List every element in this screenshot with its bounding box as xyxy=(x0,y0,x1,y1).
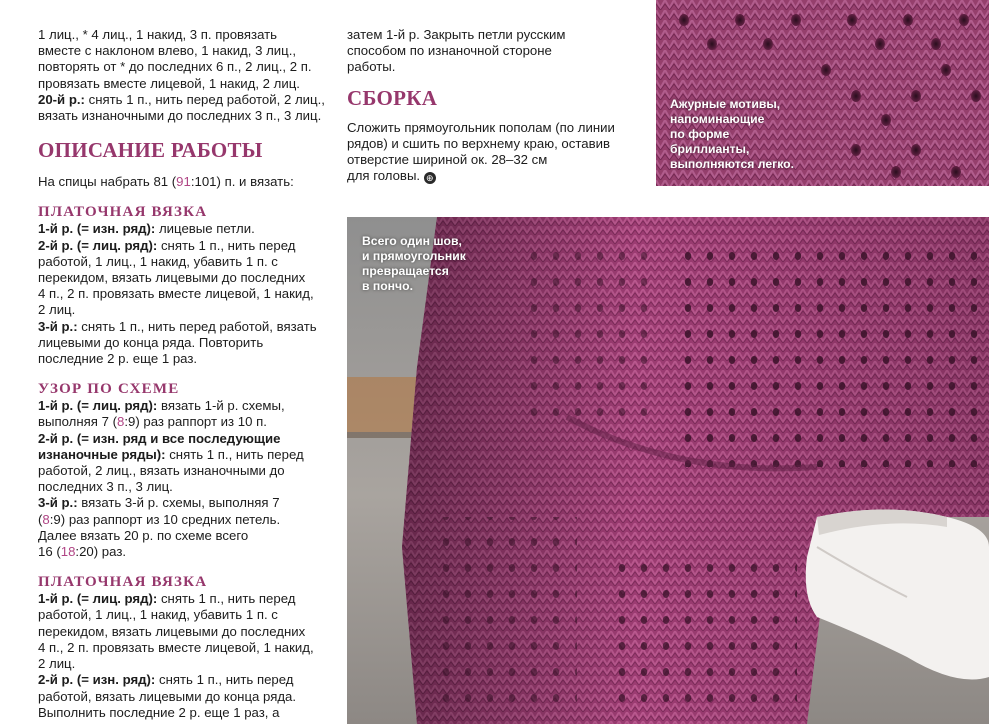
row-label: 1-й р. (= лиц. ряд): xyxy=(38,398,158,414)
end-mark-icon: ⊕ xyxy=(424,172,436,184)
section-title-garter-2: ПЛАТОЧНАЯ ВЯЗКА xyxy=(38,574,208,591)
intro-line: провязать вместе лицевой, 1 накид, 2 лиц. xyxy=(38,75,300,91)
row-label: 1-й р. (= лиц. ряд): xyxy=(38,591,158,607)
intro-line: вместе с наклоном влево, 1 накид, 3 лиц., xyxy=(38,43,297,59)
section-title-garter-1: ПЛАТОЧНАЯ ВЯЗКА xyxy=(38,204,208,221)
cast-on-line: На спицы набрать 81 (91:101) п. и вязать: xyxy=(38,174,294,190)
row-label: 20-й р.: xyxy=(38,91,85,107)
intro-line: 1 лиц., * 4 лиц., 1 накид, 3 п. провязать xyxy=(38,27,278,42)
row-label: 2-й р. (= лиц. ряд): xyxy=(38,237,158,253)
row-label: изнаночные ряды): xyxy=(38,446,166,462)
row-label: 1-й р. (= изн. ряд): xyxy=(38,221,156,237)
photo-caption-top: Ажурные мотивы, напоминающие по форме бриллианты, выполняются легко. xyxy=(670,97,795,171)
row-label: 3-й р.: xyxy=(38,495,78,511)
instructions-column-left: 1 лиц., * 4 лиц., 1 накид, 3 п. провязать вместе с наклоном влево, 1 накид, 3 лиц., повторять от * до последних 6 п., 2 лиц., 2 п. провязать вместе лицевой, 1 накид, 2 лиц. 20-й р.: снять 1 п., нить перед работой, 2 лиц., вязать изнаночными до последних 3 п., 3 лиц. ОПИСАНИЕ РАБОТЫ На спицы набрать 81 (91:101) п. и вязать: ПЛАТОЧНАЯ ВЯЗКА 1-й р. (= изн. ряд): лицевые петли. 2-й р. (= лиц. ряд): снять 1 п., нить перед работой, 1 лиц., 1 накид, убавить 1 п. с перекидом, вязать лицевыми до последних 4 п., 2 п. провязать вместе лицевой, 1 накид, 2 лиц. 3-й р.: снять 1 п., нить перед работой, вязать лицевыми до конца ряда. Повторить последние 2 р. еще 1 раз. УЗОР ПО СХЕМЕ 1-й р. (= лиц. ряд): вязать 1-й р. схемы, выполняя 7 (8:9) раз раппорт из 10 п. 2-й р. (= изн. ряд и все последующие изнаночные ряды): снять 1 п., нить перед работой, 2 лиц., вязать изнаночными до последних 3 п., 3 лиц. 3-й р.: вязать 3-й р. схемы, выполняя 7 (8:9) раз раппорт из 10 средних петель. Далее вязать 20 р. по схеме всего 16 (18:20) раз. ПЛАТОЧНАЯ ВЯЗКА 1-й р. (= лиц. ряд): снять 1 п., нить перед работой, 1 лиц., 1 накид, убавить 1 п. с перекидом, вязать лицевыми до последних 4 п., 2 п. провязать вместе лицевой, 1 накид, 2 лиц. 2-й р. (= изн. ряд): снять 1 п., нить перед работой, вязать лицевыми до конца ряда. Выполнить последние 2 р. еще 1 раз, а xyxy=(38,27,338,721)
photo-caption-main: Всего один шов, и прямоугольник превращается в пончо. xyxy=(362,234,466,293)
row-label: 3-й р.: xyxy=(38,318,78,334)
row-label: 2-й р. (= изн. ряд): xyxy=(38,672,156,688)
photo-lace-closeup xyxy=(656,0,989,186)
section-title-pattern: УЗОР ПО СХЕМЕ xyxy=(38,381,180,398)
row-20: 20-й р.: снять 1 п., нить перед работой, 2 лиц., xyxy=(38,91,325,107)
photo-poncho xyxy=(347,217,989,724)
heading-assembly: СБОРКА xyxy=(347,85,438,110)
row-label: 2-й р. (= изн. ряд и все последующие xyxy=(38,430,281,446)
instructions-column-middle: затем 1-й р. Закрыть петли русским способом по изнаночной стороне работы. СБОРКА Сложить прямоугольник пополам (по линии рядов) и сшить по верхнему краю, оставив отверстие шириной ок. 28–32 см для головы. ⊕ xyxy=(347,27,647,184)
heading-work-description: ОПИСАНИЕ РАБОТЫ xyxy=(38,138,263,163)
intro-line: повторять от * до последних 6 п., 2 лиц., 2 п. xyxy=(38,59,312,75)
